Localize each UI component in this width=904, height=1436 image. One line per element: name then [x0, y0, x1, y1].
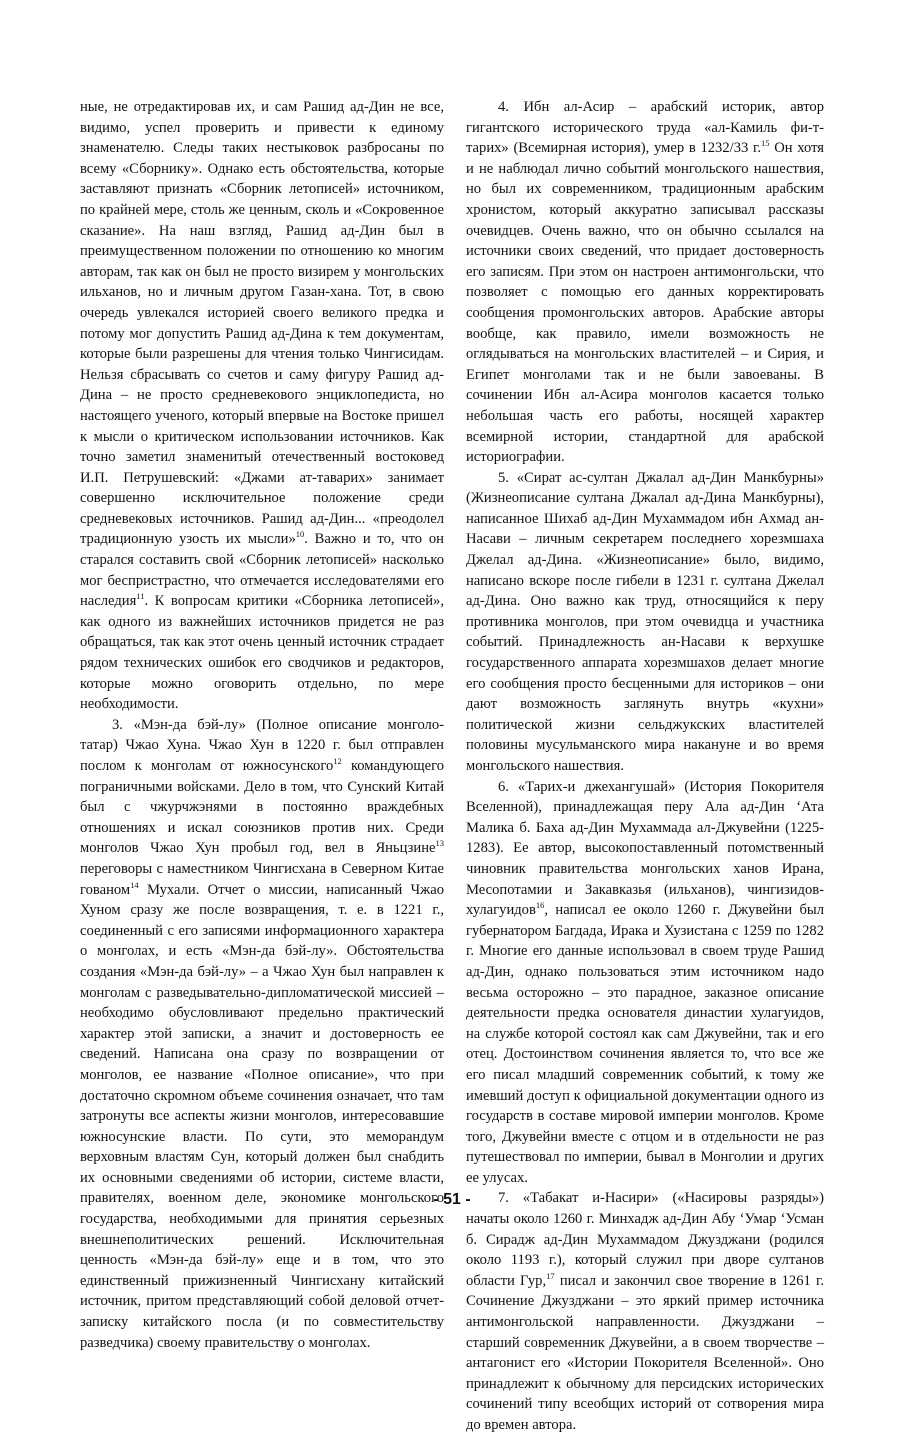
paragraph-men-da-bei-lu: 3. «Мэн-да бэй-лу» (Полное описание монголо-татар) Чжао Хуна. Чжао Хун в 1220 г. был отправлен послом к монголам от южносунского$^{12}$ командующего пограничными войсками. Дело в том, что Сунский Китай был с чжурчжэнями в постоянно враждебных отношениях и искал союзников против них. Среди монголов Чжао Хун пробыл год, вел в Яньцзине$^{13}$ переговоры с наместником Чингисхана в Северном Китае гованом$^{14}$ Мухали. Отчет о миссии, написанный Чжао Хуном сразу же после возвращения, т. е. в 1221 г., соединенный с его записями информационного характера о монголах, и есть «Мэн-да бэй-лу». Обстоятельства создания «Мэн-да бэй-лу» – а Чжао Хун был направлен к монголам с разведывательно-дипломатической миссией – необходимо обусловливают предельно практический характер этой записки, а значит и достоверность ее сведений. Написана она сразу по возвращении от монголов, ее название «Полное описание», что при достаточно скромном объеме сочинения означает, что там затронуты все аспекты жизни монголов, интересовавшие южносунские власти. По сути, это меморандум верховным властям Сун, который должен был снабдить их основными сведениями об истории, системе власти, правителях, военном деле, экономике монгольского государства, необходимыми для принятия серьезных внешнеполитических решений. Исключительная ценность «Мэн-да бэй-лу» еще и в том, что это единственный прижизненный Чингисхану китайский источник, притом представляющий собой деловой отчет-записку китайского посла (и по совместительству разведчика) своему правительству о монголах. — [80, 716, 444, 1351]
footnote-ref-14[interactable]: 14 — [130, 879, 139, 890]
footnote-ref-11[interactable]: 11 — [136, 591, 145, 602]
right-column — [466, 97, 824, 1436]
footnote-ref-15[interactable]: 15 — [760, 138, 770, 149]
footnote-ref-10[interactable]: 10 — [295, 529, 305, 540]
footnote-ref-16[interactable]: 16 — [535, 900, 545, 911]
paragraph-tabakat-i-nasiri: 7. «Табакат и-Насири» («Насировы разряды») начаты около 1260 г. Минхадж ад-Дин Абу ‘Умар ‘Усман б. Сирадж ад-Дин Мухаммадом Джузджани (родился около 1193 г.), который служил при дворе султанов области Гур,$^{17}$ писал и закончил свое творение в 1261 г. Сочинение Джузджани – это яркий пример источника антимонгольской направленности. Джузджани – старший современник Джувейни, а в своем творчестве – антагонист его «Истории Покорителя Вселенной». Оно принадлежит к обычному для персидских исторических сочинений типу всеобщих историй от сотворения мира до времен автора. — [466, 1190, 824, 1433]
paragraph-ibn-al-asir: 4. Ибн ал-Асир – арабский историк, автор гигантского исторического труда «ал-Камиль фи-т-тарих» (Всемирная история), умер в 1232/33 г.$^{15}$ Он хотя и не наблюдал лично событий монгольского нашествия, но был их современником, традиционным арабским хронистом, который аккуратно записывал рассказы очевидцев. Очень важно, что он обычно ссылался на источники своих сведений, что придает достоверность его записям. При этом он настроен антимонгольски, что позволяет с помощью его данных корректировать сообщения промонгольских авторов. Арабские авторы вообще, как правило, имели возможность не оглядываться на монгольских властителей – и Сирия, и Египет монголами так и не были завоеваны. В сочинении Ибн ал-Асира монголов касается только небольшая часть его работы, носящей характер всемирной истории, стандартной для арабской историографии. — [466, 99, 824, 466]
paragraph-rashid-ad-din: ные, не отредактировав их, и сам Рашид ад-Дин не все, видимо, успел проверить и привести к единому знаменателю. Следы таких нестыковок разбросаны по всему «Сборнику». Однако есть обстоятельства, которые заставляют признать «Сборник летописей» источником, по крайней мере, столь же ценным, сколь и «Сокровенное сказание». На наш взгляд, Рашид ад-Дин был в преимущественном положении по отношению ко многим авторам, так как он был не просто визирем у монгольских ильханов, но и личным другом Газан-хана. Тот, в свою очередь увлекался историей своего великого предка и потому мог допустить Рашид ад-Дина к тем документам, которые были разрешены для чтения только Чингисидам. Нельзя сбрасывать со счетов и саму фигуру Рашид ад-Дина – не просто средневекового энциклопедиста, но настоящего ученого, который впервые на Востоке пришел к мысли о критическом использовании источников. Как точно заметил знаменитый отечественный востоковед И.П. Петрушевский: «Джами ат-таварих» занимает совершенно исключительное положение среди средневековых источников. Рашид ад-Дин... «преодолел традиционную узость их мысли»$^{10}$. Важно и то, что он старался составить свой «Сборник летописей» насколько мог беспристрастно, что отмечается исследователями его наследия$^{11}$. К вопросам критики «Сборника летописей», как одного из важнейших источников придется не раз обращаться, так как этот очень ценный источник страдает рядом технических ошибок его сводчиков и редакторов, которые можно оговорить отдельно, по мере необходимости. — [80, 99, 444, 713]
footnote-ref-12[interactable]: 12 — [333, 756, 342, 767]
left-column — [80, 97, 444, 1353]
paragraph-sirat-as-sultan: 5. «Сират ас-султан Джалал ад-Дин Манкбурны» (Жизнеописание султана Джалал ад-Дина Манкбурны), написанное Шихаб ад-Дин Мухаммадом ибн Ахмад ан-Насави – личным секретарем последнего хорезмшаха Джелал ад-Дина. «Жизнеописание» было, видимо, написано вскоре после гибели в 1231 г. султана Джелал ад-Дина. Оно важно как труд, относящийся к перу противника монголов, при этом очевидца и участника событий. Принадлежность ан-Насави к верхушке государственного аппарата хорезмшахов делает многие его сообщения просто бесценными для историков – они дают возможность заглянуть внутрь «кухни» политической жизни сельджукских властителей половины мусульманского мира накануне и во время монгольского нашествия. — [466, 469, 824, 774]
footnote-ref-13[interactable]: 13 — [435, 838, 444, 849]
footnote-ref-17[interactable]: 17 — [546, 1270, 555, 1281]
paragraph-tarikh-i-jahangushai: 6. «Тарих-и джехангушай» (История Покорителя Вселенной), принадлежащая перу Ала ад-Дин ‘Ата Малика б. Баха ад-Дин Мухаммада ал-Джувейни (1225-1283). Ее автор, высокопоставленный потомственный чиновник правительства монгольских ханов Ирана, Месопотамии и Закавказья (ильханов), чингизидов-хулагуидов$^{16}$, написал ее около 1260 г. Джувейни был губернатором Багдада, Ирака и Хузистана с 1259 по 1282 г. Многие его данные использовал в своем труде Рашид ад-Дин, однако пользоваться этим источником надо весьма осторожно – это парадное, заказное описание деятельности предка основателя династии хулагуидов, на службе которой состоял как сам Джувейни, так и его отец. Достоинством сочинения является то, что все же его писал младший современник событий, к тому же имевший доступ к официальной документации одного из государств в составе мировой империи монголов. Кроме того, Джувейни вместе с отцом и в отдельности не раз путешествовал по империи, бывал в Монголии и других ее улусах. — [466, 778, 824, 1186]
page-number: - 51 - — [433, 1191, 471, 1208]
